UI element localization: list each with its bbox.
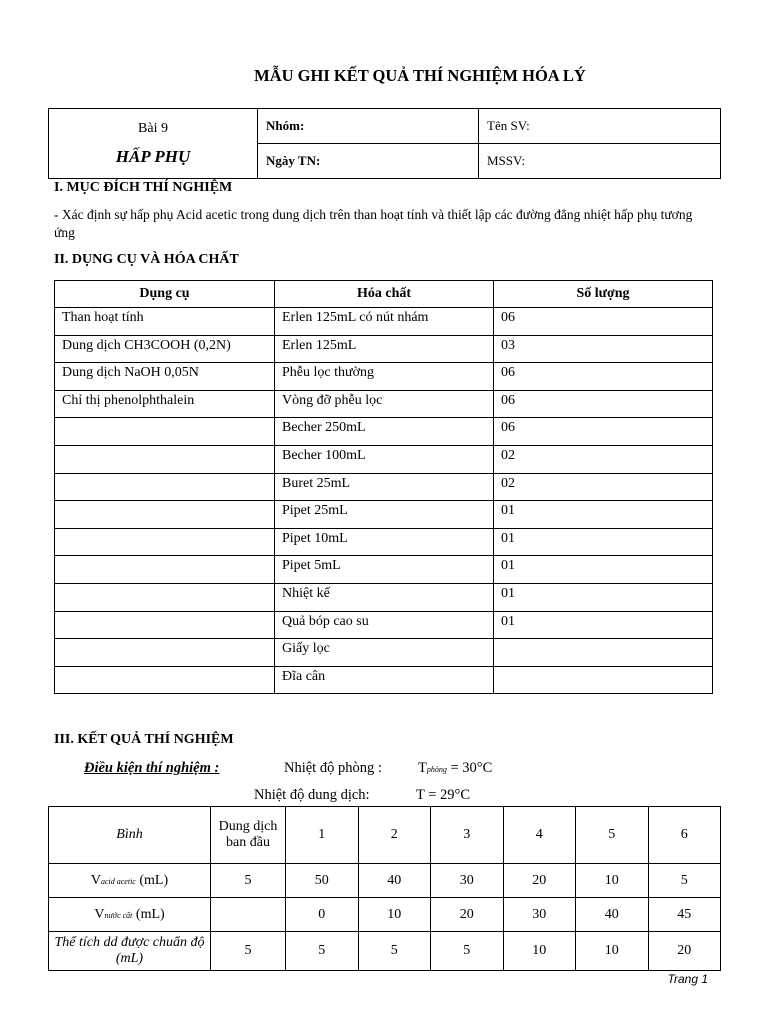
table-cell: 01	[494, 528, 713, 556]
table-cell: 20	[648, 932, 721, 971]
table-cell: 30	[503, 898, 576, 932]
table-cell: Đĩa cân	[275, 666, 494, 694]
table-row	[55, 583, 713, 611]
condition-label-text: Điều kiện thí nghiệm :	[84, 760, 220, 776]
table-cell: Erlen 125mL	[275, 335, 494, 363]
header-table	[48, 108, 721, 179]
table-cell	[55, 528, 275, 556]
table-cell: 06	[494, 418, 713, 446]
table-cell: 5	[211, 864, 286, 898]
distilled-water-label-sub: nước cất	[104, 910, 133, 920]
titrated-volume-row	[49, 932, 721, 971]
table-cell: Chỉ thị phenolphthalein	[55, 390, 275, 418]
table-cell: 10	[576, 864, 649, 898]
table-row	[55, 445, 713, 473]
column-header: Số lượng	[494, 281, 713, 308]
table-cell: 40	[576, 898, 649, 932]
flask-label: Bình	[49, 807, 211, 864]
table-row	[55, 390, 713, 418]
table-row	[55, 666, 713, 694]
lesson-number: Bài 9	[138, 120, 168, 136]
table-cell: 5	[358, 932, 431, 971]
lesson-cell	[49, 109, 258, 179]
table-cell: 5	[648, 864, 721, 898]
acetic-acid-label-sub: acid acetic	[100, 876, 136, 886]
table-cell	[55, 611, 275, 639]
table-cell: Becher 250mL	[275, 418, 494, 446]
section1-heading: I. MỤC ĐÍCH THÍ NGHIỆM	[54, 180, 233, 195]
table-cell: Nhiệt kế	[275, 583, 494, 611]
page-number: Trang 1	[667, 972, 708, 986]
flask-number: 6	[648, 807, 721, 864]
table-cell: 20	[431, 898, 504, 932]
table-row	[55, 473, 713, 501]
solution-temp-value: T = 29°C	[416, 787, 470, 803]
column-header: Dụng cụ	[55, 281, 275, 308]
section1-text: - Xác định sự hấp phụ Acid acetic trong dung dịch trên than hoạt tính và thiết lập các đường đẳng nhiệt hấp phụ tương ứng	[54, 207, 693, 240]
table-cell: 01	[494, 501, 713, 529]
table-cell	[55, 666, 275, 694]
table-cell: Pipet 5mL	[275, 556, 494, 584]
table-cell: 10	[358, 898, 431, 932]
table-cell: Vòng đỡ phễu lọc	[275, 390, 494, 418]
table-row	[55, 363, 713, 391]
table-row	[55, 308, 713, 336]
student-name-field[interactable]: Tên SV:	[479, 109, 721, 144]
acetic-acid-label	[49, 864, 211, 898]
table-cell: 01	[494, 556, 713, 584]
table-cell: 06	[494, 363, 713, 391]
acetic-acid-label-unit: (mL)	[135, 872, 169, 888]
section3-heading: III. KẾT QUẢ THÍ NGHIỆM	[54, 732, 234, 747]
results-header-row	[49, 807, 721, 864]
distilled-water-label	[49, 898, 211, 932]
table-cell: 03	[494, 335, 713, 363]
table-cell: 06	[494, 390, 713, 418]
flask-number: 5	[576, 807, 649, 864]
table-cell	[55, 501, 275, 529]
table-row	[55, 556, 713, 584]
table-cell	[55, 556, 275, 584]
table-cell	[55, 473, 275, 501]
table-row	[55, 611, 713, 639]
table-cell: 5	[211, 932, 286, 971]
table-cell	[211, 898, 286, 932]
table-cell: 20	[503, 864, 576, 898]
table-cell: 50	[286, 864, 359, 898]
table-cell: 01	[494, 583, 713, 611]
acetic-acid-label-main: V	[90, 872, 101, 888]
equipment-header-row	[55, 281, 713, 308]
table-cell	[494, 666, 713, 694]
table-cell: 0	[286, 898, 359, 932]
table-cell	[55, 639, 275, 667]
room-temp-label: Nhiệt độ phòng :	[284, 760, 382, 776]
table-row	[55, 418, 713, 446]
distilled-water-label-unit: (mL)	[132, 906, 165, 922]
table-row	[55, 639, 713, 667]
group-field[interactable]: Nhóm:	[258, 109, 479, 144]
table-cell: 5	[431, 932, 504, 971]
distilled-water-label-main: V	[94, 906, 105, 922]
initial-solution-header: Dung dịch ban đầu	[211, 807, 286, 864]
table-cell: 40	[358, 864, 431, 898]
table-cell: 06	[494, 308, 713, 336]
page-title: MẪU GHI KẾT QUẢ THÍ NGHIỆM HÓA LÝ	[254, 66, 586, 85]
titrated-volume-label: Thể tích dd được chuẩn độ (mL)	[49, 932, 211, 971]
table-cell: 10	[503, 932, 576, 971]
table-row	[55, 501, 713, 529]
table-cell: 45	[648, 898, 721, 932]
acetic-acid-row	[49, 864, 721, 898]
date-field[interactable]: Ngày TN:	[258, 144, 479, 179]
room-temp-sub: phòng	[426, 765, 447, 774]
room-temp-number: = 30°C	[450, 760, 493, 776]
table-row	[55, 335, 713, 363]
table-cell: Pipet 10mL	[275, 528, 494, 556]
table-cell	[55, 583, 275, 611]
distilled-water-row	[49, 898, 721, 932]
table-cell	[55, 418, 275, 446]
flask-number: 4	[503, 807, 576, 864]
table-cell: Phễu lọc thường	[275, 363, 494, 391]
equipment-table	[54, 280, 713, 694]
condition-label	[84, 760, 219, 777]
table-cell: Buret 25mL	[275, 473, 494, 501]
table-cell: 30	[431, 864, 504, 898]
table-cell: Giấy lọc	[275, 639, 494, 667]
table-cell: Pipet 25mL	[275, 501, 494, 529]
table-cell: 5	[286, 932, 359, 971]
room-temp-value	[418, 760, 492, 777]
table-cell: 02	[494, 473, 713, 501]
column-header: Hóa chất	[275, 281, 494, 308]
table-cell: Erlen 125mL có nút nhám	[275, 308, 494, 336]
table-cell: Becher 100mL	[275, 445, 494, 473]
student-id-field[interactable]: MSSV:	[479, 144, 721, 179]
room-temp-symbol: T	[418, 760, 427, 776]
table-cell: 10	[576, 932, 649, 971]
table-cell: 01	[494, 611, 713, 639]
table-cell	[494, 639, 713, 667]
table-row	[55, 528, 713, 556]
lesson-topic: HẤP PHỤ	[115, 146, 191, 166]
table-cell: 02	[494, 445, 713, 473]
table-cell: Than hoạt tính	[55, 308, 275, 336]
flask-number: 3	[431, 807, 504, 864]
table-cell	[55, 445, 275, 473]
results-table	[48, 806, 721, 971]
table-cell: Quả bóp cao su	[275, 611, 494, 639]
flask-number: 1	[286, 807, 359, 864]
table-cell: Dung dịch NaOH 0,05N	[55, 363, 275, 391]
section2-heading: II. DỤNG CỤ VÀ HÓA CHẤT	[54, 252, 239, 267]
solution-temp-label: Nhiệt độ dung dịch:	[254, 787, 370, 803]
flask-number: 2	[358, 807, 431, 864]
table-cell: Dung dịch CH3COOH (0,2N)	[55, 335, 275, 363]
